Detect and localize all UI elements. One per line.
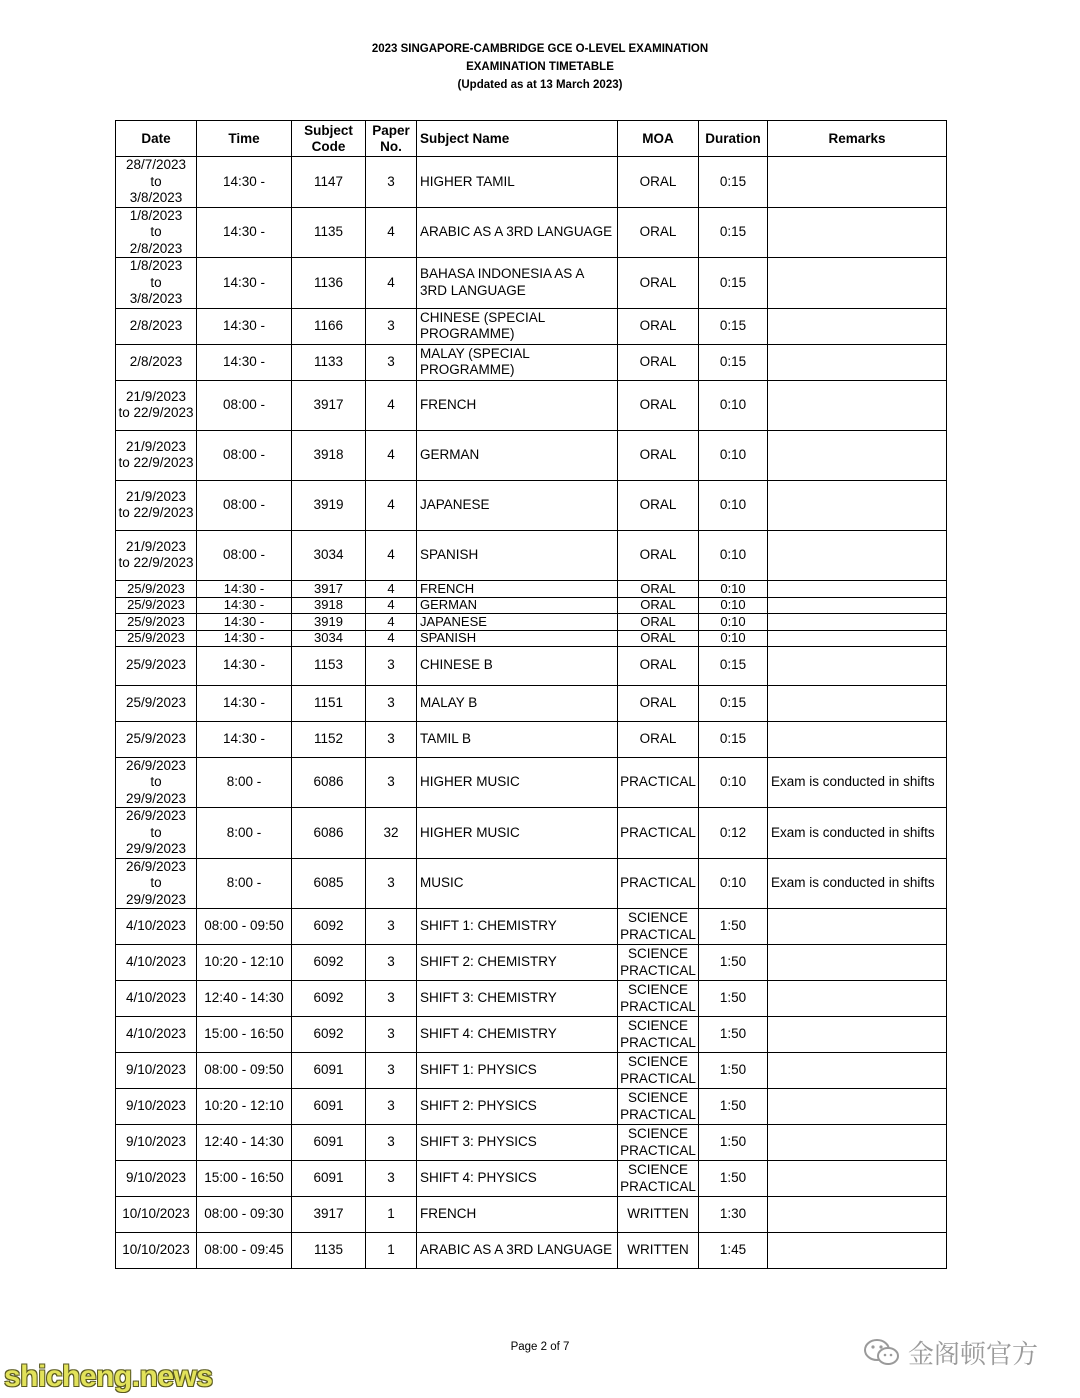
cell-moa: ORAL	[618, 630, 699, 646]
cell-date: 21/9/2023 to 22/9/2023	[116, 380, 197, 430]
table-row	[116, 157, 947, 208]
cell-date: 25/9/2023	[116, 685, 197, 721]
cell-paper-no: 4	[366, 630, 417, 646]
cell-date: 25/9/2023	[116, 721, 197, 757]
cell-date: 25/9/2023	[116, 613, 197, 630]
cell-subject-name: HIGHER TAMIL	[417, 157, 618, 208]
exam-title: 2023 SINGAPORE-CAMBRIDGE GCE O-LEVEL EXAMINATION	[371, 43, 709, 55]
cell-duration: 0:15	[699, 207, 768, 258]
cell-moa: PRACTICAL	[618, 757, 699, 808]
cell-paper-no: 3	[366, 157, 417, 208]
cell-remarks	[768, 646, 947, 685]
col-moa: MOA	[618, 121, 699, 157]
col-time: Time	[197, 121, 292, 157]
cell-subject-code: 3034	[292, 630, 366, 646]
cell-date: 21/9/2023 to 22/9/2023	[116, 480, 197, 530]
cell-subject-name: ARABIC AS A 3RD LANGUAGE	[417, 207, 618, 258]
cell-subject-code: 1147	[292, 157, 366, 208]
site-watermark: shicheng.news	[4, 1360, 213, 1393]
cell-date: 25/9/2023	[116, 630, 197, 646]
cell-duration: 1:50	[699, 1053, 768, 1089]
cell-moa: SCIENCE PRACTICAL	[618, 1053, 699, 1089]
col-date: Date	[116, 121, 197, 157]
cell-subject-name: SHIFT 4: PHYSICS	[417, 1161, 618, 1197]
cell-date: 9/10/2023	[116, 1089, 197, 1125]
cell-paper-no: 3	[366, 1053, 417, 1089]
table-row	[116, 721, 947, 757]
table-row	[116, 597, 947, 613]
cell-date: 9/10/2023	[116, 1125, 197, 1161]
cell-duration: 0:10	[699, 380, 768, 430]
cell-paper-no: 3	[366, 1161, 417, 1197]
cell-date: 4/10/2023	[116, 945, 197, 981]
cell-paper-no: 3	[366, 646, 417, 685]
cell-moa: ORAL	[618, 480, 699, 530]
cell-subject-code: 6091	[292, 1161, 366, 1197]
cell-remarks	[768, 630, 947, 646]
cell-remarks	[768, 981, 947, 1017]
cell-time: 14:30 -	[197, 646, 292, 685]
cell-time: 14:30 -	[197, 613, 292, 630]
page-number: Page 2 of 7	[510, 1341, 570, 1353]
cell-subject-name: MUSIC	[417, 858, 618, 909]
cell-duration: 0:10	[699, 597, 768, 613]
cell-remarks	[768, 613, 947, 630]
cell-moa: ORAL	[618, 308, 699, 344]
cell-paper-no: 3	[366, 1089, 417, 1125]
cell-time: 14:30 -	[197, 597, 292, 613]
cell-time: 14:30 -	[197, 258, 292, 309]
cell-subject-code: 1133	[292, 344, 366, 380]
table-row	[116, 1125, 947, 1161]
cell-remarks: Exam is conducted in shifts	[768, 858, 947, 909]
cell-paper-no: 4	[366, 597, 417, 613]
cell-time: 12:40 - 14:30	[197, 981, 292, 1017]
cell-remarks	[768, 157, 947, 208]
cell-subject-code: 6086	[292, 757, 366, 808]
brand-name: 金阁顿官方	[908, 1339, 1039, 1369]
cell-paper-no: 32	[366, 808, 417, 859]
cell-time: 08:00 -	[197, 480, 292, 530]
cell-remarks	[768, 580, 947, 597]
cell-paper-no: 4	[366, 613, 417, 630]
cell-remarks	[768, 909, 947, 945]
cell-time: 15:00 - 16:50	[197, 1161, 292, 1197]
cell-paper-no: 4	[366, 380, 417, 430]
cell-paper-no: 4	[366, 258, 417, 309]
cell-paper-no: 3	[366, 945, 417, 981]
cell-subject-code: 1153	[292, 646, 366, 685]
cell-time: 14:30 -	[197, 308, 292, 344]
cell-moa: SCIENCE PRACTICAL	[618, 981, 699, 1017]
table-row	[116, 685, 947, 721]
cell-subject-code: 3917	[292, 380, 366, 430]
cell-subject-name: FRENCH	[417, 1197, 618, 1233]
cell-duration: 0:15	[699, 646, 768, 685]
table-row	[116, 530, 947, 580]
cell-date: 28/7/2023 to 3/8/2023	[116, 157, 197, 208]
cell-subject-code: 1135	[292, 207, 366, 258]
cell-subject-code: 3917	[292, 580, 366, 597]
cell-remarks	[768, 1089, 947, 1125]
cell-time: 10:20 - 12:10	[197, 945, 292, 981]
cell-date: 21/9/2023 to 22/9/2023	[116, 530, 197, 580]
cell-moa: ORAL	[618, 380, 699, 430]
cell-date: 26/9/2023 to 29/9/2023	[116, 858, 197, 909]
cell-time: 8:00 -	[197, 757, 292, 808]
table-body	[116, 157, 947, 1269]
cell-moa: ORAL	[618, 258, 699, 309]
cell-time: 15:00 - 16:50	[197, 1017, 292, 1053]
table-row	[116, 981, 947, 1017]
cell-duration: 1:50	[699, 909, 768, 945]
timetable-title: EXAMINATION TIMETABLE	[466, 61, 614, 73]
cell-remarks	[768, 685, 947, 721]
update-note: (Updated as at 13 March 2023)	[457, 79, 623, 91]
cell-date: 1/8/2023 to 3/8/2023	[116, 258, 197, 309]
cell-subject-code: 1166	[292, 308, 366, 344]
table-row	[116, 1161, 947, 1197]
cell-date: 25/9/2023	[116, 646, 197, 685]
table-row	[116, 757, 947, 808]
cell-time: 10:20 - 12:10	[197, 1089, 292, 1125]
cell-paper-no: 4	[366, 480, 417, 530]
cell-subject-code: 1151	[292, 685, 366, 721]
table-row	[116, 207, 947, 258]
cell-remarks	[768, 207, 947, 258]
cell-moa: ORAL	[618, 685, 699, 721]
table-row	[116, 344, 947, 380]
cell-subject-name: JAPANESE	[417, 613, 618, 630]
cell-date: 21/9/2023 to 22/9/2023	[116, 430, 197, 480]
cell-moa: PRACTICAL	[618, 858, 699, 909]
cell-remarks	[768, 1053, 947, 1089]
cell-subject-code: 6092	[292, 945, 366, 981]
cell-subject-name: SPANISH	[417, 630, 618, 646]
cell-remarks	[768, 721, 947, 757]
cell-moa: WRITTEN	[618, 1233, 699, 1269]
cell-subject-name: JAPANESE	[417, 480, 618, 530]
cell-duration: 0:12	[699, 808, 768, 859]
cell-remarks	[768, 945, 947, 981]
cell-duration: 0:10	[699, 613, 768, 630]
cell-time: 8:00 -	[197, 858, 292, 909]
table-row	[116, 909, 947, 945]
cell-date: 2/8/2023	[116, 308, 197, 344]
table-row	[116, 1017, 947, 1053]
cell-remarks	[768, 1125, 947, 1161]
cell-duration: 1:45	[699, 1233, 768, 1269]
cell-time: 08:00 - 09:50	[197, 1053, 292, 1089]
cell-subject-code: 3919	[292, 480, 366, 530]
cell-subject-code: 6091	[292, 1089, 366, 1125]
cell-moa: ORAL	[618, 580, 699, 597]
cell-moa: SCIENCE PRACTICAL	[618, 909, 699, 945]
cell-moa: SCIENCE PRACTICAL	[618, 945, 699, 981]
cell-subject-name: SHIFT 3: CHEMISTRY	[417, 981, 618, 1017]
cell-time: 14:30 -	[197, 207, 292, 258]
cell-subject-name: SHIFT 1: CHEMISTRY	[417, 909, 618, 945]
cell-time: 14:30 -	[197, 157, 292, 208]
cell-date: 26/9/2023 to 29/9/2023	[116, 757, 197, 808]
cell-remarks	[768, 380, 947, 430]
cell-remarks	[768, 1197, 947, 1233]
table-row	[116, 380, 947, 430]
cell-date: 9/10/2023	[116, 1161, 197, 1197]
table-row	[116, 1089, 947, 1125]
cell-time: 12:40 - 14:30	[197, 1125, 292, 1161]
table-row	[116, 613, 947, 630]
cell-subject-code: 1152	[292, 721, 366, 757]
cell-subject-name: MALAY (SPECIAL PROGRAMME)	[417, 344, 618, 380]
cell-duration: 0:15	[699, 344, 768, 380]
cell-moa: WRITTEN	[618, 1197, 699, 1233]
cell-subject-code: 6086	[292, 808, 366, 859]
cell-subject-name: HIGHER MUSIC	[417, 808, 618, 859]
table-row	[116, 858, 947, 909]
table-row	[116, 808, 947, 859]
cell-date: 25/9/2023	[116, 580, 197, 597]
cell-paper-no: 4	[366, 530, 417, 580]
cell-subject-name: BAHASA INDONESIA AS A 3RD LANGUAGE	[417, 258, 618, 309]
cell-subject-name: ARABIC AS A 3RD LANGUAGE	[417, 1233, 618, 1269]
cell-subject-name: CHINESE (SPECIAL PROGRAMME)	[417, 308, 618, 344]
cell-date: 4/10/2023	[116, 1017, 197, 1053]
cell-remarks	[768, 530, 947, 580]
cell-moa: SCIENCE PRACTICAL	[618, 1017, 699, 1053]
cell-moa: SCIENCE PRACTICAL	[618, 1161, 699, 1197]
cell-subject-code: 6092	[292, 981, 366, 1017]
table-row	[116, 1197, 947, 1233]
cell-paper-no: 4	[366, 580, 417, 597]
col-paper-no: Paper No.	[366, 121, 417, 157]
cell-duration: 0:10	[699, 580, 768, 597]
col-remarks: Remarks	[768, 121, 947, 157]
cell-time: 14:30 -	[197, 344, 292, 380]
cell-date: 9/10/2023	[116, 1053, 197, 1089]
cell-duration: 1:50	[699, 1017, 768, 1053]
cell-moa: ORAL	[618, 646, 699, 685]
cell-remarks	[768, 597, 947, 613]
table-row	[116, 630, 947, 646]
wechat-icon	[862, 1337, 902, 1369]
cell-subject-code: 6091	[292, 1053, 366, 1089]
cell-date: 2/8/2023	[116, 344, 197, 380]
cell-duration: 0:10	[699, 480, 768, 530]
brand-watermark	[862, 1334, 1038, 1371]
cell-subject-code: 3918	[292, 597, 366, 613]
cell-subject-name: GERMAN	[417, 430, 618, 480]
cell-paper-no: 3	[366, 1017, 417, 1053]
cell-moa: ORAL	[618, 430, 699, 480]
cell-subject-name: GERMAN	[417, 597, 618, 613]
cell-subject-code: 6092	[292, 909, 366, 945]
cell-paper-no: 1	[366, 1233, 417, 1269]
cell-moa: ORAL	[618, 530, 699, 580]
table-row	[116, 1053, 947, 1089]
cell-subject-code: 6091	[292, 1125, 366, 1161]
cell-duration: 0:15	[699, 258, 768, 309]
table-row	[116, 480, 947, 530]
cell-time: 08:00 -	[197, 530, 292, 580]
cell-date: 4/10/2023	[116, 909, 197, 945]
cell-duration: 0:15	[699, 685, 768, 721]
table-row	[116, 308, 947, 344]
cell-duration: 0:15	[699, 308, 768, 344]
cell-time: 14:30 -	[197, 721, 292, 757]
cell-time: 08:00 - 09:30	[197, 1197, 292, 1233]
cell-paper-no: 3	[366, 757, 417, 808]
cell-subject-name: SHIFT 2: PHYSICS	[417, 1089, 618, 1125]
col-subject-name: Subject Name	[417, 121, 618, 157]
cell-subject-name: TAMIL B	[417, 721, 618, 757]
cell-duration: 0:10	[699, 630, 768, 646]
cell-duration: 1:50	[699, 1161, 768, 1197]
cell-subject-code: 1135	[292, 1233, 366, 1269]
cell-date: 10/10/2023	[116, 1197, 197, 1233]
col-subject-code: Subject Code	[292, 121, 366, 157]
cell-duration: 1:30	[699, 1197, 768, 1233]
cell-time: 08:00 - 09:45	[197, 1233, 292, 1269]
cell-subject-name: SHIFT 1: PHYSICS	[417, 1053, 618, 1089]
cell-time: 8:00 -	[197, 808, 292, 859]
cell-moa: ORAL	[618, 721, 699, 757]
cell-remarks	[768, 258, 947, 309]
cell-subject-name: SHIFT 3: PHYSICS	[417, 1125, 618, 1161]
cell-time: 08:00 - 09:50	[197, 909, 292, 945]
cell-moa: ORAL	[618, 613, 699, 630]
cell-paper-no: 3	[366, 344, 417, 380]
cell-time: 14:30 -	[197, 685, 292, 721]
cell-duration: 0:10	[699, 858, 768, 909]
cell-paper-no: 1	[366, 1197, 417, 1233]
cell-subject-name: MALAY B	[417, 685, 618, 721]
cell-subject-code: 6092	[292, 1017, 366, 1053]
cell-subject-name: HIGHER MUSIC	[417, 757, 618, 808]
table-row	[116, 580, 947, 597]
table-row	[116, 258, 947, 309]
cell-date: 4/10/2023	[116, 981, 197, 1017]
cell-date: 10/10/2023	[116, 1233, 197, 1269]
cell-remarks	[768, 308, 947, 344]
cell-subject-code: 3034	[292, 530, 366, 580]
cell-subject-name: FRENCH	[417, 580, 618, 597]
cell-moa: SCIENCE PRACTICAL	[618, 1125, 699, 1161]
cell-subject-code: 3917	[292, 1197, 366, 1233]
cell-subject-code: 3918	[292, 430, 366, 480]
cell-remarks: Exam is conducted in shifts	[768, 757, 947, 808]
cell-moa: ORAL	[618, 207, 699, 258]
cell-remarks: Exam is conducted in shifts	[768, 808, 947, 859]
cell-time: 08:00 -	[197, 430, 292, 480]
cell-duration: 1:50	[699, 1125, 768, 1161]
cell-date: 26/9/2023 to 29/9/2023	[116, 808, 197, 859]
cell-subject-name: SHIFT 4: CHEMISTRY	[417, 1017, 618, 1053]
table-row	[116, 646, 947, 685]
cell-subject-name: SPANISH	[417, 530, 618, 580]
cell-remarks	[768, 430, 947, 480]
cell-paper-no: 3	[366, 308, 417, 344]
cell-remarks	[768, 344, 947, 380]
cell-subject-name: CHINESE B	[417, 646, 618, 685]
cell-subject-code: 3919	[292, 613, 366, 630]
cell-subject-code: 6085	[292, 858, 366, 909]
cell-moa: ORAL	[618, 597, 699, 613]
cell-subject-name: SHIFT 2: CHEMISTRY	[417, 945, 618, 981]
cell-subject-code: 1136	[292, 258, 366, 309]
cell-remarks	[768, 480, 947, 530]
cell-moa: SCIENCE PRACTICAL	[618, 1089, 699, 1125]
cell-paper-no: 3	[366, 1125, 417, 1161]
document-header	[0, 40, 1080, 94]
table-header-row	[116, 121, 947, 157]
cell-duration: 0:10	[699, 757, 768, 808]
cell-paper-no: 3	[366, 858, 417, 909]
cell-moa: ORAL	[618, 157, 699, 208]
cell-paper-no: 3	[366, 981, 417, 1017]
cell-moa: PRACTICAL	[618, 808, 699, 859]
cell-remarks	[768, 1233, 947, 1269]
cell-moa: ORAL	[618, 344, 699, 380]
cell-duration: 1:50	[699, 1089, 768, 1125]
cell-remarks	[768, 1161, 947, 1197]
table-row	[116, 1233, 947, 1269]
col-duration: Duration	[699, 121, 768, 157]
cell-subject-name: FRENCH	[417, 380, 618, 430]
timetable	[115, 120, 947, 1269]
cell-duration: 1:50	[699, 945, 768, 981]
cell-paper-no: 3	[366, 909, 417, 945]
cell-time: 14:30 -	[197, 630, 292, 646]
cell-date: 25/9/2023	[116, 597, 197, 613]
cell-duration: 0:10	[699, 430, 768, 480]
cell-duration: 0:15	[699, 157, 768, 208]
cell-paper-no: 3	[366, 685, 417, 721]
cell-paper-no: 4	[366, 207, 417, 258]
cell-paper-no: 3	[366, 721, 417, 757]
cell-time: 08:00 -	[197, 380, 292, 430]
cell-date: 1/8/2023 to 2/8/2023	[116, 207, 197, 258]
cell-duration: 1:50	[699, 981, 768, 1017]
cell-duration: 0:10	[699, 530, 768, 580]
table-row	[116, 430, 947, 480]
table-row	[116, 945, 947, 981]
cell-paper-no: 4	[366, 430, 417, 480]
cell-remarks	[768, 1017, 947, 1053]
cell-duration: 0:15	[699, 721, 768, 757]
cell-time: 14:30 -	[197, 580, 292, 597]
